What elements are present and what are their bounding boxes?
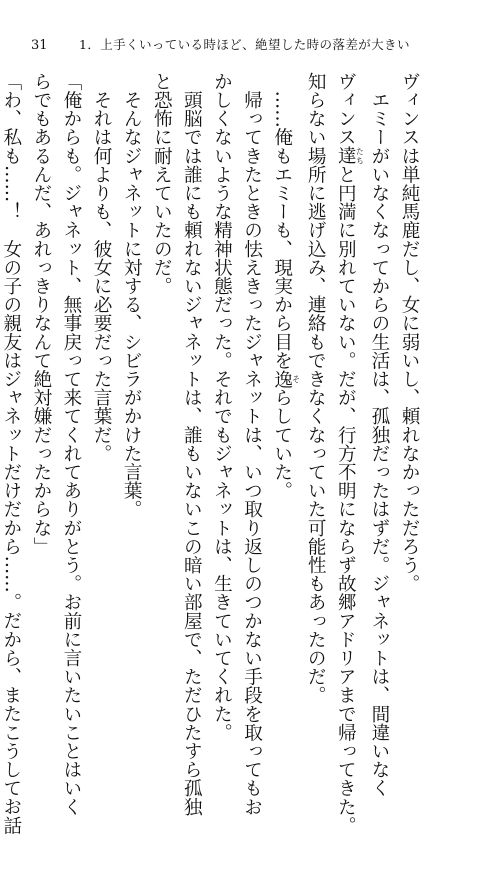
ruby-so: 逸 そ <box>271 369 301 389</box>
text-line-8: 頭脳では誰にも頼れないジャネットは、誰もいないこの暗い部屋で、ただひたすら孤独 <box>181 72 203 816</box>
page-header <box>31 36 410 54</box>
ruby-tachi-reading: たち <box>355 146 365 165</box>
text-line-5: ……俺もエミーも、現実から目を逸 そらしていた。 <box>271 72 301 500</box>
text-line-1: ヴィンスは単純馬鹿だし、女に弱いし、頼れなかっただろう。 <box>399 72 420 593</box>
text-line-6: 帰ってきたときの怯えきったジャネットは、いつ取り返しのつかない手段を取ってもお <box>241 72 263 816</box>
text-line-12: 「俺からも。ジャネット、無事戻って来てくれてありがとう。お前に言いたいことはいく <box>60 72 82 816</box>
text-line-10: そんなジャネットに対する、シビラがかけた言葉。 <box>121 72 143 519</box>
text-line-9: と恐怖に耐えていたのだ。 <box>151 72 173 296</box>
text-line-4: 知らない場所に逃げ込み、連絡もできなくなっていた可能性もあったのだ。 <box>305 72 327 705</box>
ruby-so-reading: そ <box>291 369 301 389</box>
text-line-7: かしくないような精神状態だった。それでもジャネットは、生きていてくれた。 <box>211 72 233 742</box>
vertical-body-text <box>0 72 424 835</box>
text-line-11: それは何よりも、彼女に必要だった言葉だ。 <box>91 72 113 463</box>
page-number: 31 <box>31 38 48 53</box>
text-line-3: ヴィンス達 たちと円満に別れていない。だが、行方不明にならず故郷アドリアまで帰ってきた。 <box>335 72 365 835</box>
text-line-14: 「わ、私も……！ 女の子の親友はジャネットだけだから……。だから、またこうしてお話 <box>0 72 22 835</box>
text-line-13: らでもあるんだ、あれっきりなんて絶対嫌だったからな」 <box>30 72 52 556</box>
ruby-tachi: 達 たち <box>335 146 365 166</box>
running-head-title: 1．上手くいっている時ほど、絶望した時の落差が大きい <box>79 37 410 52</box>
text-line-2: エミーがいなくなってからの生活は、孤独だったはずだ。ジャネットは、間違いなく <box>368 72 390 798</box>
